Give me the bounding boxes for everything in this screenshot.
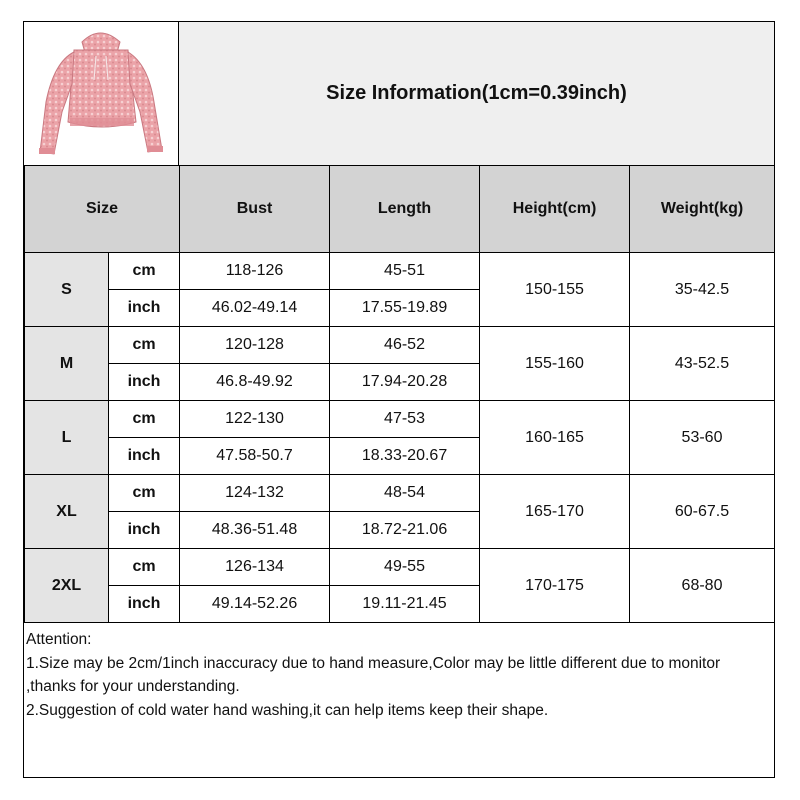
height-value: 170-175 [480, 549, 630, 623]
weight-value: 43-52.5 [630, 327, 775, 401]
height-value: 160-165 [480, 401, 630, 475]
product-photo [24, 22, 179, 165]
bust-cm: 124-132 [180, 475, 330, 512]
length-cm: 46-52 [330, 327, 480, 364]
length-cm: 47-53 [330, 401, 480, 438]
header-row [25, 166, 775, 253]
size-chart [23, 21, 775, 778]
unit-cm: cm [109, 401, 180, 438]
weight-value: 68-80 [630, 549, 775, 623]
unit-inch: inch [109, 512, 180, 549]
length-inch: 18.72-21.06 [330, 512, 480, 549]
unit-cm: cm [109, 327, 180, 364]
notes-heading: Attention: [26, 631, 92, 648]
length-inch: 18.33-20.67 [330, 438, 480, 475]
unit-cm: cm [109, 475, 180, 512]
length-inch: 19.11-21.45 [330, 586, 480, 623]
length-cm: 45-51 [330, 253, 480, 290]
bust-inch: 49.14-52.26 [180, 586, 330, 623]
table-row [25, 475, 775, 512]
unit-inch: inch [109, 586, 180, 623]
size-table [24, 165, 775, 623]
header-bust: Bust [180, 166, 330, 253]
size-label: XL [25, 475, 109, 549]
size-label: M [25, 327, 109, 401]
weight-value: 53-60 [630, 401, 775, 475]
notes-line-1: 1.Size may be 2cm/1inch inaccuracy due to hand measure,Color may be little different due to monitor ,thanks for your understanding. [26, 654, 721, 695]
size-label: S [25, 253, 109, 327]
unit-inch: inch [109, 364, 180, 401]
length-cm: 49-55 [330, 549, 480, 586]
bust-cm: 120-128 [180, 327, 330, 364]
header-size: Size [25, 166, 180, 253]
table-row [25, 401, 775, 438]
bust-cm: 122-130 [180, 401, 330, 438]
chart-title: Size Information(1cm=0.39inch) [179, 22, 774, 165]
header-height: Height(cm) [480, 166, 630, 253]
unit-inch: inch [109, 438, 180, 475]
size-label: L [25, 401, 109, 475]
header-weight: Weight(kg) [630, 166, 775, 253]
table-row [25, 549, 775, 586]
attention-notes [26, 628, 766, 722]
table-row [25, 253, 775, 290]
height-value: 150-155 [480, 253, 630, 327]
height-value: 155-160 [480, 327, 630, 401]
size-label: 2XL [25, 549, 109, 623]
unit-cm: cm [109, 549, 180, 586]
weight-value: 60-67.5 [630, 475, 775, 549]
bust-inch: 46.02-49.14 [180, 290, 330, 327]
length-inch: 17.94-20.28 [330, 364, 480, 401]
unit-inch: inch [109, 290, 180, 327]
table-row [25, 327, 775, 364]
notes-line-2: 2.Suggestion of cold water hand washing,it can help items keep their shape. [26, 701, 549, 719]
header-length: Length [330, 166, 480, 253]
bust-inch: 47.58-50.7 [180, 438, 330, 475]
length-cm: 48-54 [330, 475, 480, 512]
hoodie-image [24, 22, 177, 163]
bust-inch: 46.8-49.92 [180, 364, 330, 401]
bust-cm: 126-134 [180, 549, 330, 586]
weight-value: 35-42.5 [630, 253, 775, 327]
length-inch: 17.55-19.89 [330, 290, 480, 327]
bust-inch: 48.36-51.48 [180, 512, 330, 549]
unit-cm: cm [109, 253, 180, 290]
height-value: 165-170 [480, 475, 630, 549]
bust-cm: 118-126 [180, 253, 330, 290]
